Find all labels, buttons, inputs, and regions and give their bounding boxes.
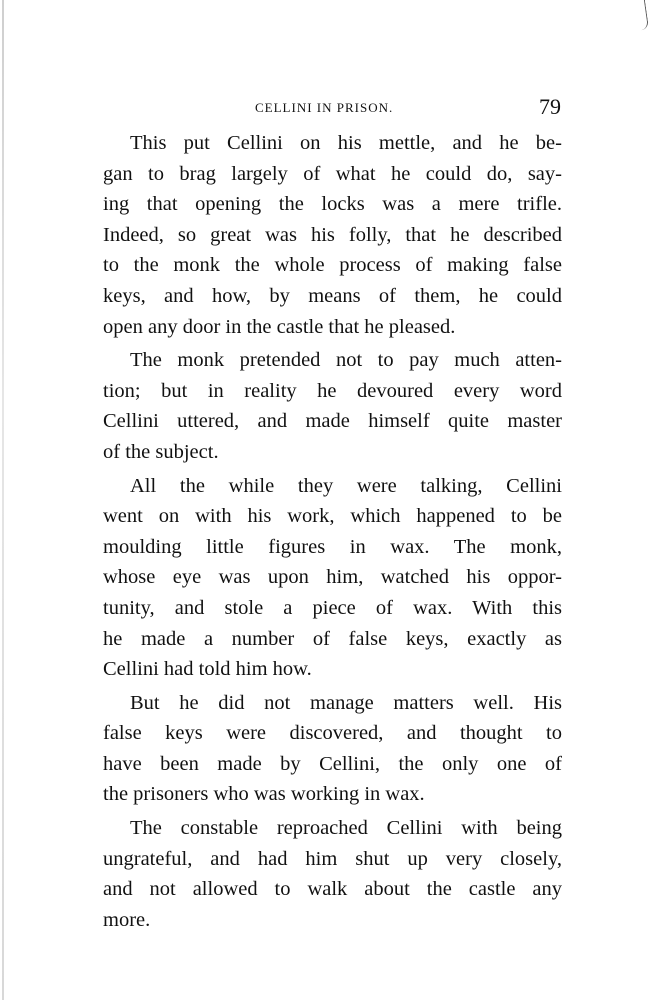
text-line: tion; but in reality he devoured every word — [103, 379, 562, 402]
text-line: went on with his work, which happened to be — [103, 505, 562, 528]
paragraph — [103, 345, 562, 467]
text-line: to the monk the whole process of making false — [103, 254, 562, 277]
paragraph — [103, 471, 562, 685]
text-line: keys, and how, by means of them, he could — [103, 284, 562, 307]
running-title: CELLINI IN PRISON. — [255, 100, 394, 115]
text-line: Cellini uttered, and made himself quite master — [103, 410, 562, 433]
text-line: The monk pretended not to pay much atten- — [130, 349, 562, 372]
text-line: All the while they were talking, Cellini — [130, 474, 562, 497]
body-text — [103, 128, 562, 935]
text-line: false keys were discovered, and thought to — [103, 722, 562, 745]
text-line: gan to brag largely of what he could do, say- — [103, 162, 562, 185]
paragraph — [103, 813, 562, 935]
text-line: Indeed, so great was his folly, that he described — [103, 223, 562, 246]
corner-pencil-mark — [634, 0, 649, 31]
text-line: ing that opening the locks was a mere trifle. — [103, 193, 562, 216]
text-line: open any door in the castle that he pleased. — [103, 315, 456, 338]
text-line: of the subject. — [103, 440, 219, 463]
running-head — [103, 96, 563, 124]
page-edge-shadow — [2, 0, 4, 1000]
text-line: and not allowed to walk about the castle any — [103, 878, 562, 901]
text-line: tunity, and stole a piece of wax. With this — [103, 596, 562, 619]
text-line: he made a number of false keys, exactly as — [103, 627, 562, 650]
page-number: 79 — [539, 94, 561, 119]
text-line: But he did not manage matters well. His — [130, 691, 562, 714]
text-line: have been made by Cellini, the only one of — [103, 752, 562, 775]
text-line: whose eye was upon him, watched his oppor- — [103, 566, 562, 589]
text-line: the prisoners who was working in wax. — [103, 783, 425, 806]
text-line: Cellini had told him how. — [103, 658, 312, 681]
paragraph — [103, 128, 562, 342]
text-line: ungrateful, and had him shut up very closely, — [103, 847, 562, 870]
paragraph — [103, 688, 562, 810]
text-line: The constable reproached Cellini with being — [130, 817, 562, 840]
text-line: moulding little figures in wax. The monk, — [103, 535, 562, 558]
text-line: This put Cellini on his mettle, and he be- — [130, 132, 562, 154]
text-line: more. — [103, 908, 151, 931]
